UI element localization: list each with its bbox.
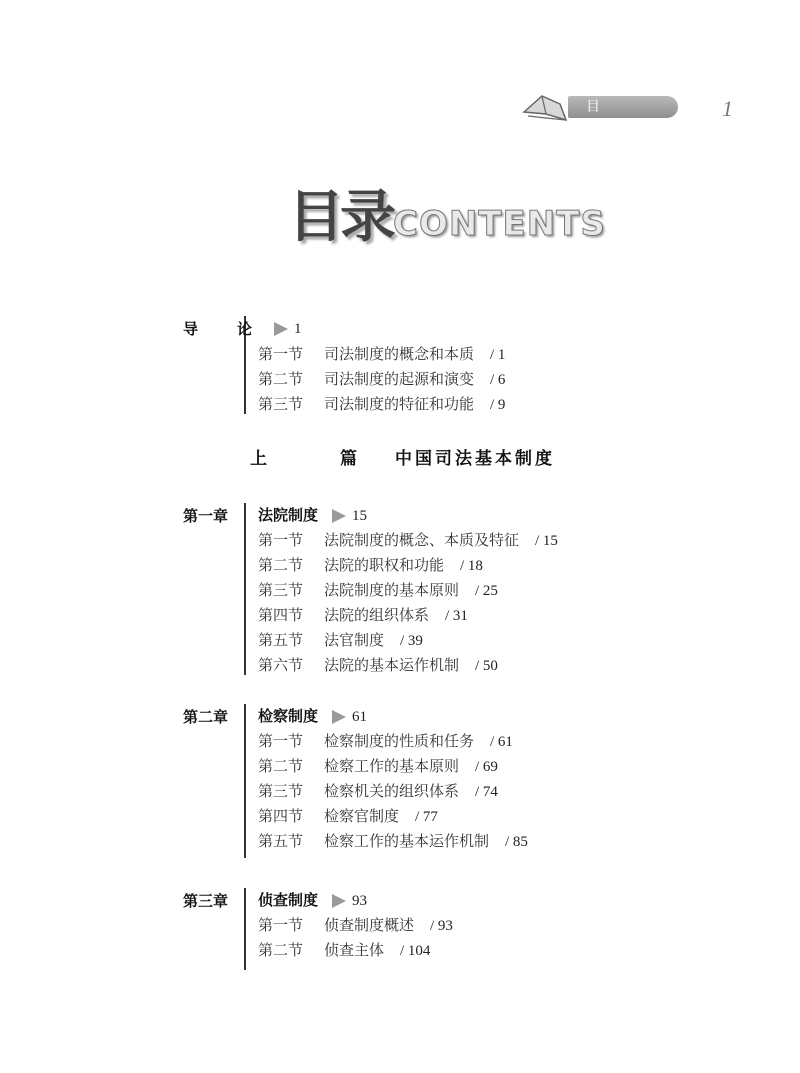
section-title: 侦查主体 [324,941,385,959]
section-title: 检察制度的性质和任务 [324,732,475,750]
section-page: / 9 [490,397,506,413]
chapter-title: 侦查制度 [258,891,319,909]
section-title: 检察工作的基本运作机制 [324,832,490,850]
section-page: / 15 [535,533,558,549]
section-page: / 61 [490,734,513,750]
toc-entry[interactable] [258,754,498,778]
section-title: 司法制度的特征和功能 [324,395,475,413]
section-title: 法院制度的基本原则 [324,581,460,599]
section-number: 第二节 [258,370,304,388]
section-number: 第六节 [258,656,304,674]
title-chinese: 目录 [288,185,392,250]
section-number: 第二节 [258,757,304,775]
triangle-marker-icon [274,322,288,336]
section-page: / 93 [430,918,453,934]
contents-title [288,186,668,266]
section-number: 第二节 [258,941,304,959]
toc-entry[interactable] [258,553,483,577]
triangle-marker-icon [332,509,346,523]
section-title: 法官制度 [324,631,385,649]
section-number: 第一节 [258,345,304,363]
section-number: 第一节 [258,531,304,549]
section-page: / 6 [490,372,506,388]
toc-entry[interactable] [258,392,505,416]
toc-entry[interactable] [258,938,430,962]
section-number: 第一节 [258,916,304,934]
section-page: / 74 [475,784,498,800]
section-number: 第三节 [258,782,304,800]
chapter-page: 93 [352,893,368,909]
chapter-page: 15 [352,508,368,524]
intro-entry[interactable] [258,316,302,340]
toc-entry[interactable] [258,913,453,937]
triangle-marker-icon [332,894,346,908]
chapter-entry[interactable] [258,704,367,728]
section-number: 第一节 [258,732,304,750]
section-title: 检察官制度 [324,807,400,825]
toc-entry[interactable] [258,578,498,602]
section-page: / 18 [460,558,483,574]
section-title: 司法制度的概念和本质 [324,345,475,363]
section-page: / 77 [415,809,438,825]
toc-entry[interactable] [258,528,558,552]
section-page: / 25 [475,583,498,599]
section-number: 第二节 [258,556,304,574]
page-number: 1 [722,96,733,121]
section-page: / 1 [490,347,506,363]
part-label: 上 篇 [250,449,385,469]
toc-entry[interactable] [258,367,505,391]
chapter-label: 第二章 [183,708,229,726]
toc-entry[interactable] [258,729,513,753]
toc-entry[interactable] [258,829,528,853]
header-label: 目 录 [586,99,646,137]
section-number: 第五节 [258,631,304,649]
running-header [520,90,680,137]
chapter-label: 第一章 [183,507,229,525]
divider-line [244,888,246,970]
chapter-entry[interactable] [258,503,367,527]
toc-entry[interactable] [258,342,505,366]
section-number: 第三节 [258,581,304,599]
toc-entry[interactable] [258,603,468,627]
toc-entry[interactable] [258,779,498,803]
divider-line [244,503,246,675]
chapter-title: 法院制度 [258,506,319,524]
part-heading [250,444,555,469]
section-title: 检察工作的基本原则 [324,757,460,775]
intro-page: 1 [294,321,302,337]
title-english: CONTENTS [393,204,606,244]
part-title: 中国司法基本制度 [395,449,555,469]
triangle-marker-icon [332,710,346,724]
chapter-label: 第三章 [183,892,229,910]
divider-line [244,704,246,858]
section-page: / 69 [475,759,498,775]
section-title: 侦查制度概述 [324,916,415,934]
chapter-entry[interactable] [258,888,367,912]
section-title: 法院的基本运作机制 [324,656,460,674]
section-page: / 104 [400,943,431,959]
intro-label: 导 论 [183,320,265,338]
section-title: 司法制度的起源和演变 [324,370,475,388]
section-number: 第四节 [258,807,304,825]
toc-entry[interactable] [258,804,438,828]
section-page: / 31 [445,608,468,624]
section-title: 检察机关的组织体系 [324,782,460,800]
section-page: / 39 [400,633,423,649]
toc-entry[interactable] [258,628,423,652]
section-title: 法院的职权和功能 [324,556,445,574]
section-page: / 50 [475,658,498,674]
chapter-page: 61 [352,709,368,725]
section-number: 第三节 [258,395,304,413]
section-number: 第四节 [258,606,304,624]
section-number: 第五节 [258,832,304,850]
section-title: 法院的组织体系 [324,606,430,624]
section-title: 法院制度的概念、本质及特征 [324,531,520,549]
chapter-title: 检察制度 [258,707,319,725]
section-page: / 85 [505,834,528,850]
toc-entry[interactable] [258,653,498,677]
